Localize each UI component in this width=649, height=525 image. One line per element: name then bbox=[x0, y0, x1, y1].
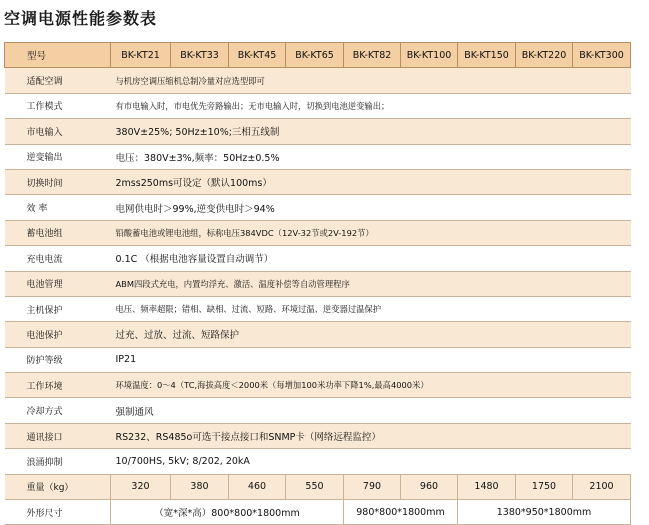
row-value: 过充、过放、过流、短路保护 bbox=[111, 322, 631, 347]
page-title: 空调电源性能参数表 bbox=[4, 9, 158, 28]
row-value: RS232、RS485o可选干接点接口和SNMP卡（网络远程监控） bbox=[111, 423, 631, 448]
row-value: 强制通风 bbox=[111, 398, 631, 423]
spec-table bbox=[4, 42, 631, 525]
table-row bbox=[5, 398, 631, 423]
table-row bbox=[5, 169, 631, 194]
table-row bbox=[5, 373, 631, 398]
header-row bbox=[5, 43, 631, 68]
row-label: 通讯接口 bbox=[5, 423, 111, 448]
row-value: ABM四段式充电，内置均浮充、激活、温度补偿等自动管理程序 bbox=[111, 271, 631, 296]
table-row bbox=[5, 423, 631, 448]
model-cell: BK-KT300 bbox=[573, 43, 631, 68]
model-cell: BK-KT65 bbox=[286, 43, 344, 68]
row-value: 有市电输入时，市电优先旁路输出；无市电输入时，切换到电池逆变输出； bbox=[111, 93, 631, 118]
weight-cell: 550 bbox=[286, 474, 344, 499]
row-label: 浪涌抑制 bbox=[5, 449, 111, 474]
dimensions-cell: （宽*深*高）800*800*1800mm bbox=[111, 500, 344, 525]
table-row bbox=[5, 347, 631, 372]
weight-cell: 1480 bbox=[458, 474, 516, 499]
row-value: 铅酸蓄电池或锂电池组，标称电压384VDC（12V-32节或2V-192节） bbox=[111, 220, 631, 245]
row-label: 蓄电池组 bbox=[5, 220, 111, 245]
row-label: 充电电流 bbox=[5, 246, 111, 271]
row-value: 环境温度：0～4（TC,海拔高度＜2000米（每增加100米功率下降1%,最高4000米） bbox=[111, 373, 631, 398]
weight-cell: 1750 bbox=[516, 474, 573, 499]
row-label: 电池保护 bbox=[5, 322, 111, 347]
model-cell: BK-KT33 bbox=[171, 43, 229, 68]
row-value: 10/700HS, 5kV; 8/202, 20kA bbox=[111, 449, 631, 474]
row-label: 效 率 bbox=[5, 195, 111, 220]
row-label: 电池管理 bbox=[5, 271, 111, 296]
dimensions-cell: 1380*950*1800mm bbox=[458, 500, 631, 525]
weight-cell: 960 bbox=[401, 474, 458, 499]
weight-cell: 790 bbox=[344, 474, 401, 499]
row-label: 防护等级 bbox=[5, 347, 111, 372]
row-label: 重量（kg） bbox=[5, 474, 111, 499]
table-row bbox=[5, 119, 631, 144]
table-row bbox=[5, 296, 631, 321]
weight-cell: 2100 bbox=[573, 474, 631, 499]
dimensions-cell: 980*800*1800mm bbox=[344, 500, 458, 525]
row-value: 电压、频率超限；错相、缺相、过流、短路、环境过温、逆变器过温保护 bbox=[111, 296, 631, 321]
row-value: 380V±25%; 50Hz±10%;三相五线制 bbox=[111, 119, 631, 144]
row-label: 市电输入 bbox=[5, 119, 111, 144]
table-row bbox=[5, 68, 631, 93]
weight-cell: 460 bbox=[229, 474, 286, 499]
row-label: 工作环境 bbox=[5, 373, 111, 398]
model-cell: BK-KT21 bbox=[111, 43, 171, 68]
row-label: 工作模式 bbox=[5, 93, 111, 118]
table-row bbox=[5, 195, 631, 220]
row-label: 冷却方式 bbox=[5, 398, 111, 423]
row-label: 切换时间 bbox=[5, 169, 111, 194]
row-value: IP21 bbox=[111, 347, 631, 372]
table-row bbox=[5, 93, 631, 118]
table-row bbox=[5, 144, 631, 169]
model-cell: BK-KT82 bbox=[344, 43, 401, 68]
row-label: 适配空调 bbox=[5, 68, 111, 93]
table-row bbox=[5, 246, 631, 271]
weight-cell: 380 bbox=[171, 474, 229, 499]
model-cell: BK-KT220 bbox=[516, 43, 573, 68]
row-value: 电网供电时＞99%,逆变供电时＞94% bbox=[111, 195, 631, 220]
model-cell: BK-KT150 bbox=[458, 43, 516, 68]
row-label: 主机保护 bbox=[5, 296, 111, 321]
table-row bbox=[5, 449, 631, 474]
header-label: 型号 bbox=[5, 43, 111, 68]
model-cell: BK-KT45 bbox=[229, 43, 286, 68]
table-row bbox=[5, 271, 631, 296]
weight-row bbox=[5, 474, 631, 499]
row-value: 0.1C （根据电池容量设置自动调节） bbox=[111, 246, 631, 271]
table-row bbox=[5, 322, 631, 347]
dimensions-row bbox=[5, 500, 631, 525]
row-value: 2mss250ms可设定（默认100ms） bbox=[111, 169, 631, 194]
weight-cell: 320 bbox=[111, 474, 171, 499]
row-label: 逆变输出 bbox=[5, 144, 111, 169]
row-label: 外形尺寸 bbox=[5, 500, 111, 525]
row-value: 电压：380V±3%,频率：50Hz±0.5% bbox=[111, 144, 631, 169]
table-row bbox=[5, 220, 631, 245]
row-value: 与机房空调压缩机总制冷量对应选型即可 bbox=[111, 68, 631, 93]
model-cell: BK-KT100 bbox=[401, 43, 458, 68]
